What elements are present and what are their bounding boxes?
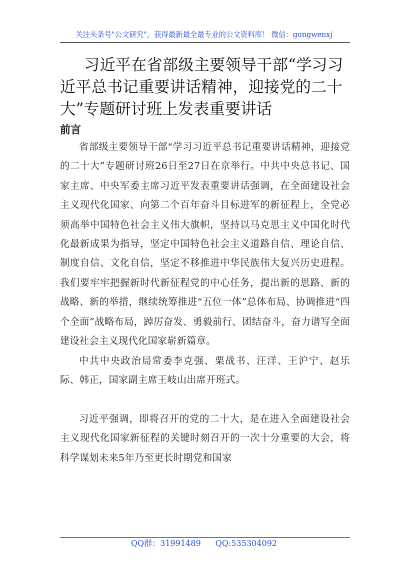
- body-paragraph: 中共中央政治局常委李克强、栗战书、汪洋、王沪宁、赵乐际、韩正，国家副主席王岐山出席开班式。: [60, 356, 350, 387]
- section-heading: 前言: [60, 124, 81, 136]
- footer-qq-group: QQ群：31991489: [130, 539, 201, 548]
- document-title: 习近平在省部级主要领导干部“学习习近平总书记重要讲话精神，迎接党的二十大”专题研讨班上发表重要讲话: [60, 56, 344, 118]
- body-paragraph: 省部级主要领导干部“学习习近平总书记重要讲话精神，迎接党的二十大”专题研讨班26日至27日在京举行。中共中央总书记、国家主席、中央军委主席习近平发表重要讲话强调，在全面建设社会主义现代化国家、向第二个百年奋斗目标进军的新征程上，全党必须高举中国特色社会主义伟大旗帜，坚持以马克思主义中国化时代化最新成果为指导，坚定中国特色社会主义道路自信、理论自信、制度自信、文化自信，坚定不移推进中华民族伟大复兴历史进程。我们要牢牢把握新时代新征程党的中心任务，提出新的思路、新的战略、新的举措，继续统筹推进“五位一体”总体布局、协调推进“四个全面”战略布局，踔厉奋发、勇毅前行、团结奋斗，奋力谱写全面建设社会主义现代化国家崭新篇章。: [60, 142, 350, 348]
- header-banner: 关注头条号"公文研究"，获得最新最全最专业的公文资料库！ 微信：gongwenxj: [75, 30, 333, 39]
- footer-contact: [0, 538, 408, 549]
- body-paragraph: 习近平强调，即将召开的党的二十大，是在进入全面建设社会主义现代化国家新征程的关键时刻召开的一次十分重要的大会，将科学谋划未来5年乃至更长时期党和国家: [60, 414, 350, 464]
- header-divider: [60, 42, 350, 43]
- footer-qq: QQ:535304092: [215, 539, 277, 548]
